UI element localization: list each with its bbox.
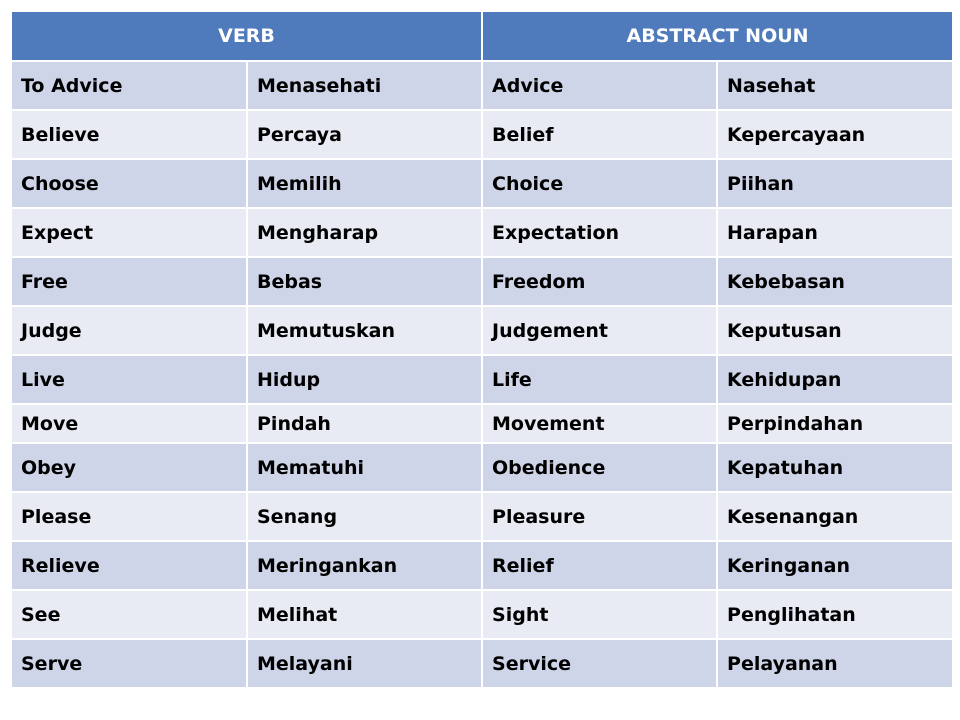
verb-indonesian: Pindah xyxy=(247,404,482,443)
verb-indonesian: Melayani xyxy=(247,639,482,687)
verb-indonesian: Senang xyxy=(247,492,482,541)
verb-english: Free xyxy=(12,257,247,306)
verb-indonesian: Bebas xyxy=(247,257,482,306)
noun-indonesian: Kepatuhan xyxy=(717,443,952,492)
noun-indonesian: Nasehat xyxy=(717,61,952,110)
table-row xyxy=(12,355,952,404)
noun-english: Choice xyxy=(482,159,717,208)
noun-indonesian: Perpindahan xyxy=(717,404,952,443)
verb-english: Relieve xyxy=(12,541,247,590)
verb-abstract-noun-table xyxy=(12,12,952,687)
noun-indonesian: Penglihatan xyxy=(717,590,952,639)
verb-english: Believe xyxy=(12,110,247,159)
noun-indonesian: Kesenangan xyxy=(717,492,952,541)
noun-english: Obedience xyxy=(482,443,717,492)
verb-indonesian: Menasehati xyxy=(247,61,482,110)
noun-indonesian: Piihan xyxy=(717,159,952,208)
noun-english: Freedom xyxy=(482,257,717,306)
table-row xyxy=(12,306,952,355)
verb-indonesian: Hidup xyxy=(247,355,482,404)
vocabulary-table-container xyxy=(12,12,952,687)
table-row xyxy=(12,639,952,687)
verb-indonesian: Percaya xyxy=(247,110,482,159)
noun-english: Advice xyxy=(482,61,717,110)
noun-indonesian: Keputusan xyxy=(717,306,952,355)
noun-english: Relief xyxy=(482,541,717,590)
noun-indonesian: Kehidupan xyxy=(717,355,952,404)
noun-indonesian: Kebebasan xyxy=(717,257,952,306)
verb-indonesian: Mematuhi xyxy=(247,443,482,492)
table-row xyxy=(12,208,952,257)
noun-indonesian: Pelayanan xyxy=(717,639,952,687)
noun-english: Judgement xyxy=(482,306,717,355)
header-abstract-noun: ABSTRACT NOUN xyxy=(482,12,952,61)
noun-english: Service xyxy=(482,639,717,687)
verb-english: Expect xyxy=(12,208,247,257)
table-row xyxy=(12,110,952,159)
table-header-row xyxy=(12,12,952,61)
table-row xyxy=(12,159,952,208)
verb-indonesian: Meringankan xyxy=(247,541,482,590)
header-verb: VERB xyxy=(12,12,482,61)
table-row xyxy=(12,541,952,590)
noun-indonesian: Kepercayaan xyxy=(717,110,952,159)
noun-indonesian: Keringanan xyxy=(717,541,952,590)
noun-english: Sight xyxy=(482,590,717,639)
verb-english: Choose xyxy=(12,159,247,208)
noun-english: Movement xyxy=(482,404,717,443)
table-row xyxy=(12,257,952,306)
table-row xyxy=(12,492,952,541)
verb-indonesian: Melihat xyxy=(247,590,482,639)
noun-english: Belief xyxy=(482,110,717,159)
verb-english: Judge xyxy=(12,306,247,355)
verb-english: Serve xyxy=(12,639,247,687)
verb-english: Live xyxy=(12,355,247,404)
verb-english: Please xyxy=(12,492,247,541)
noun-indonesian: Harapan xyxy=(717,208,952,257)
table-row xyxy=(12,443,952,492)
table-row xyxy=(12,61,952,110)
verb-english: Obey xyxy=(12,443,247,492)
noun-english: Life xyxy=(482,355,717,404)
verb-indonesian: Mengharap xyxy=(247,208,482,257)
verb-indonesian: Memutuskan xyxy=(247,306,482,355)
table-row xyxy=(12,590,952,639)
verb-english: See xyxy=(12,590,247,639)
table-row xyxy=(12,404,952,443)
noun-english: Expectation xyxy=(482,208,717,257)
noun-english: Pleasure xyxy=(482,492,717,541)
verb-english: To Advice xyxy=(12,61,247,110)
verb-english: Move xyxy=(12,404,247,443)
verb-indonesian: Memilih xyxy=(247,159,482,208)
